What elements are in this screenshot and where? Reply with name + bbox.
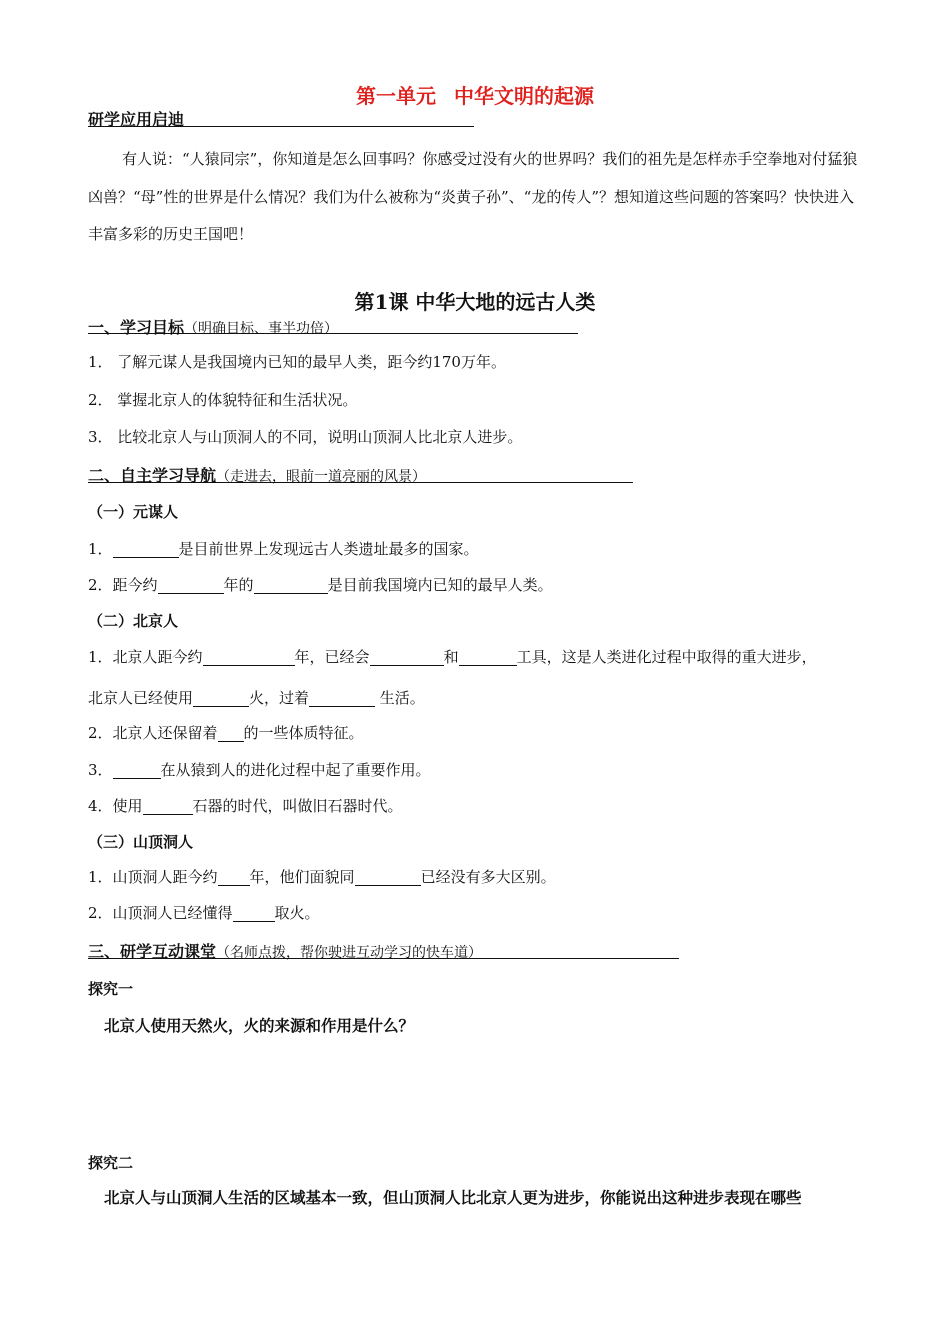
section1-underline	[88, 333, 578, 334]
answer-blank[interactable]	[218, 725, 244, 742]
explore1-title: 探究一	[88, 980, 134, 998]
section1-title: 一、学习目标	[88, 318, 185, 337]
subsection-yuanmou: （一）元谋人	[88, 503, 179, 521]
answer-blank[interactable]	[158, 577, 224, 594]
section1-note: （明确目标、事半功倍）	[184, 321, 339, 337]
intro-heading-underline	[88, 126, 474, 127]
section1-heading	[88, 315, 338, 338]
section3-title: 三、研学互动课堂	[88, 942, 217, 961]
fill-item: 1．山顶洞人距今约 年，他们面貌同 已经没有多大区别。	[88, 868, 556, 886]
section3-note: （名师点拨，帮你驶进互动学习的快车道）	[216, 945, 483, 961]
answer-blank[interactable]	[113, 541, 179, 558]
answer-blank[interactable]	[193, 690, 249, 707]
section2-underline	[88, 482, 633, 483]
section2-title: 二、自主学习导航	[88, 466, 217, 485]
objective-item: 3． 比较北京人与山顶洞人的不同，说明山顶洞人比北京人进步。	[88, 428, 523, 446]
subsection-beijing: （二）北京人	[88, 612, 179, 630]
objective-item: 2． 掌握北京人的体貌特征和生活状况。	[88, 391, 358, 409]
fill-item: 3． 在从猿到人的进化过程中起了重要作用。	[88, 761, 431, 779]
answer-blank[interactable]	[370, 649, 444, 666]
fill-item: 2．距今约 年的 是目前我国境内已知的最早人类。	[88, 576, 553, 594]
explore1-question: 北京人使用天然火，火的来源和作用是什么？	[104, 1016, 415, 1035]
intro-heading: 研学应用启迪	[88, 110, 185, 129]
answer-blank[interactable]	[355, 869, 421, 886]
section3-underline	[88, 958, 679, 959]
answer-blank[interactable]	[233, 905, 275, 922]
section2-note: （走进去，眼前一道亮丽的风景）	[216, 469, 427, 485]
answer-blank[interactable]	[309, 690, 375, 707]
answer-blank[interactable]	[218, 869, 250, 886]
fill-item: 1．北京人距今约 年，已经会 和 工具，这是人类进化过程中取得的重大进步，	[88, 648, 817, 666]
unit-title-part2: 中华文明的起源	[454, 84, 594, 108]
subsection-shandingdong: （三）山顶洞人	[88, 833, 194, 851]
fill-item: 北京人已经使用 火，过着 生活。	[88, 689, 425, 707]
unit-title	[0, 80, 950, 109]
answer-blank[interactable]	[143, 798, 193, 815]
fill-item: 4．使用 石器的时代，叫做旧石器时代。	[88, 797, 403, 815]
objective-item: 1． 了解元谋人是我国境内已知的最早人类，距今约170万年。	[88, 353, 506, 371]
explore2-title: 探究二	[88, 1154, 134, 1172]
unit-title-part1: 第一单元	[356, 84, 436, 108]
lesson-title: 第1课 中华大地的远古人类	[354, 290, 596, 314]
answer-blank[interactable]	[113, 762, 161, 779]
fill-item: 1． 是目前世界上发现远古人类遗址最多的国家。	[88, 540, 479, 558]
answer-blank[interactable]	[254, 577, 328, 594]
fill-item: 2．山顶洞人已经懂得 取火。	[88, 904, 320, 922]
answer-blank[interactable]	[459, 649, 517, 666]
fill-item: 2．北京人还保留着 的一些体质特征。	[88, 724, 364, 742]
intro-paragraph: 有人说：“人猿同宗”，你知道是怎么回事吗？你感受过没有火的世界吗？我们的祖先是怎样赤手空拳地对付猛狼凶兽？“母”性的世界是什么情况？我们为什么被称为“炎黄子孙”、“龙的传人”？想知道这些问题的答案吗？快快进入丰富多彩的历史王国吧！	[88, 150, 858, 243]
explore2-question: 北京人与山顶洞人生活的区域基本一致，但山顶洞人比北京人更为进步，你能说出这种进步表现在哪些	[104, 1188, 802, 1207]
answer-blank[interactable]	[203, 649, 295, 666]
